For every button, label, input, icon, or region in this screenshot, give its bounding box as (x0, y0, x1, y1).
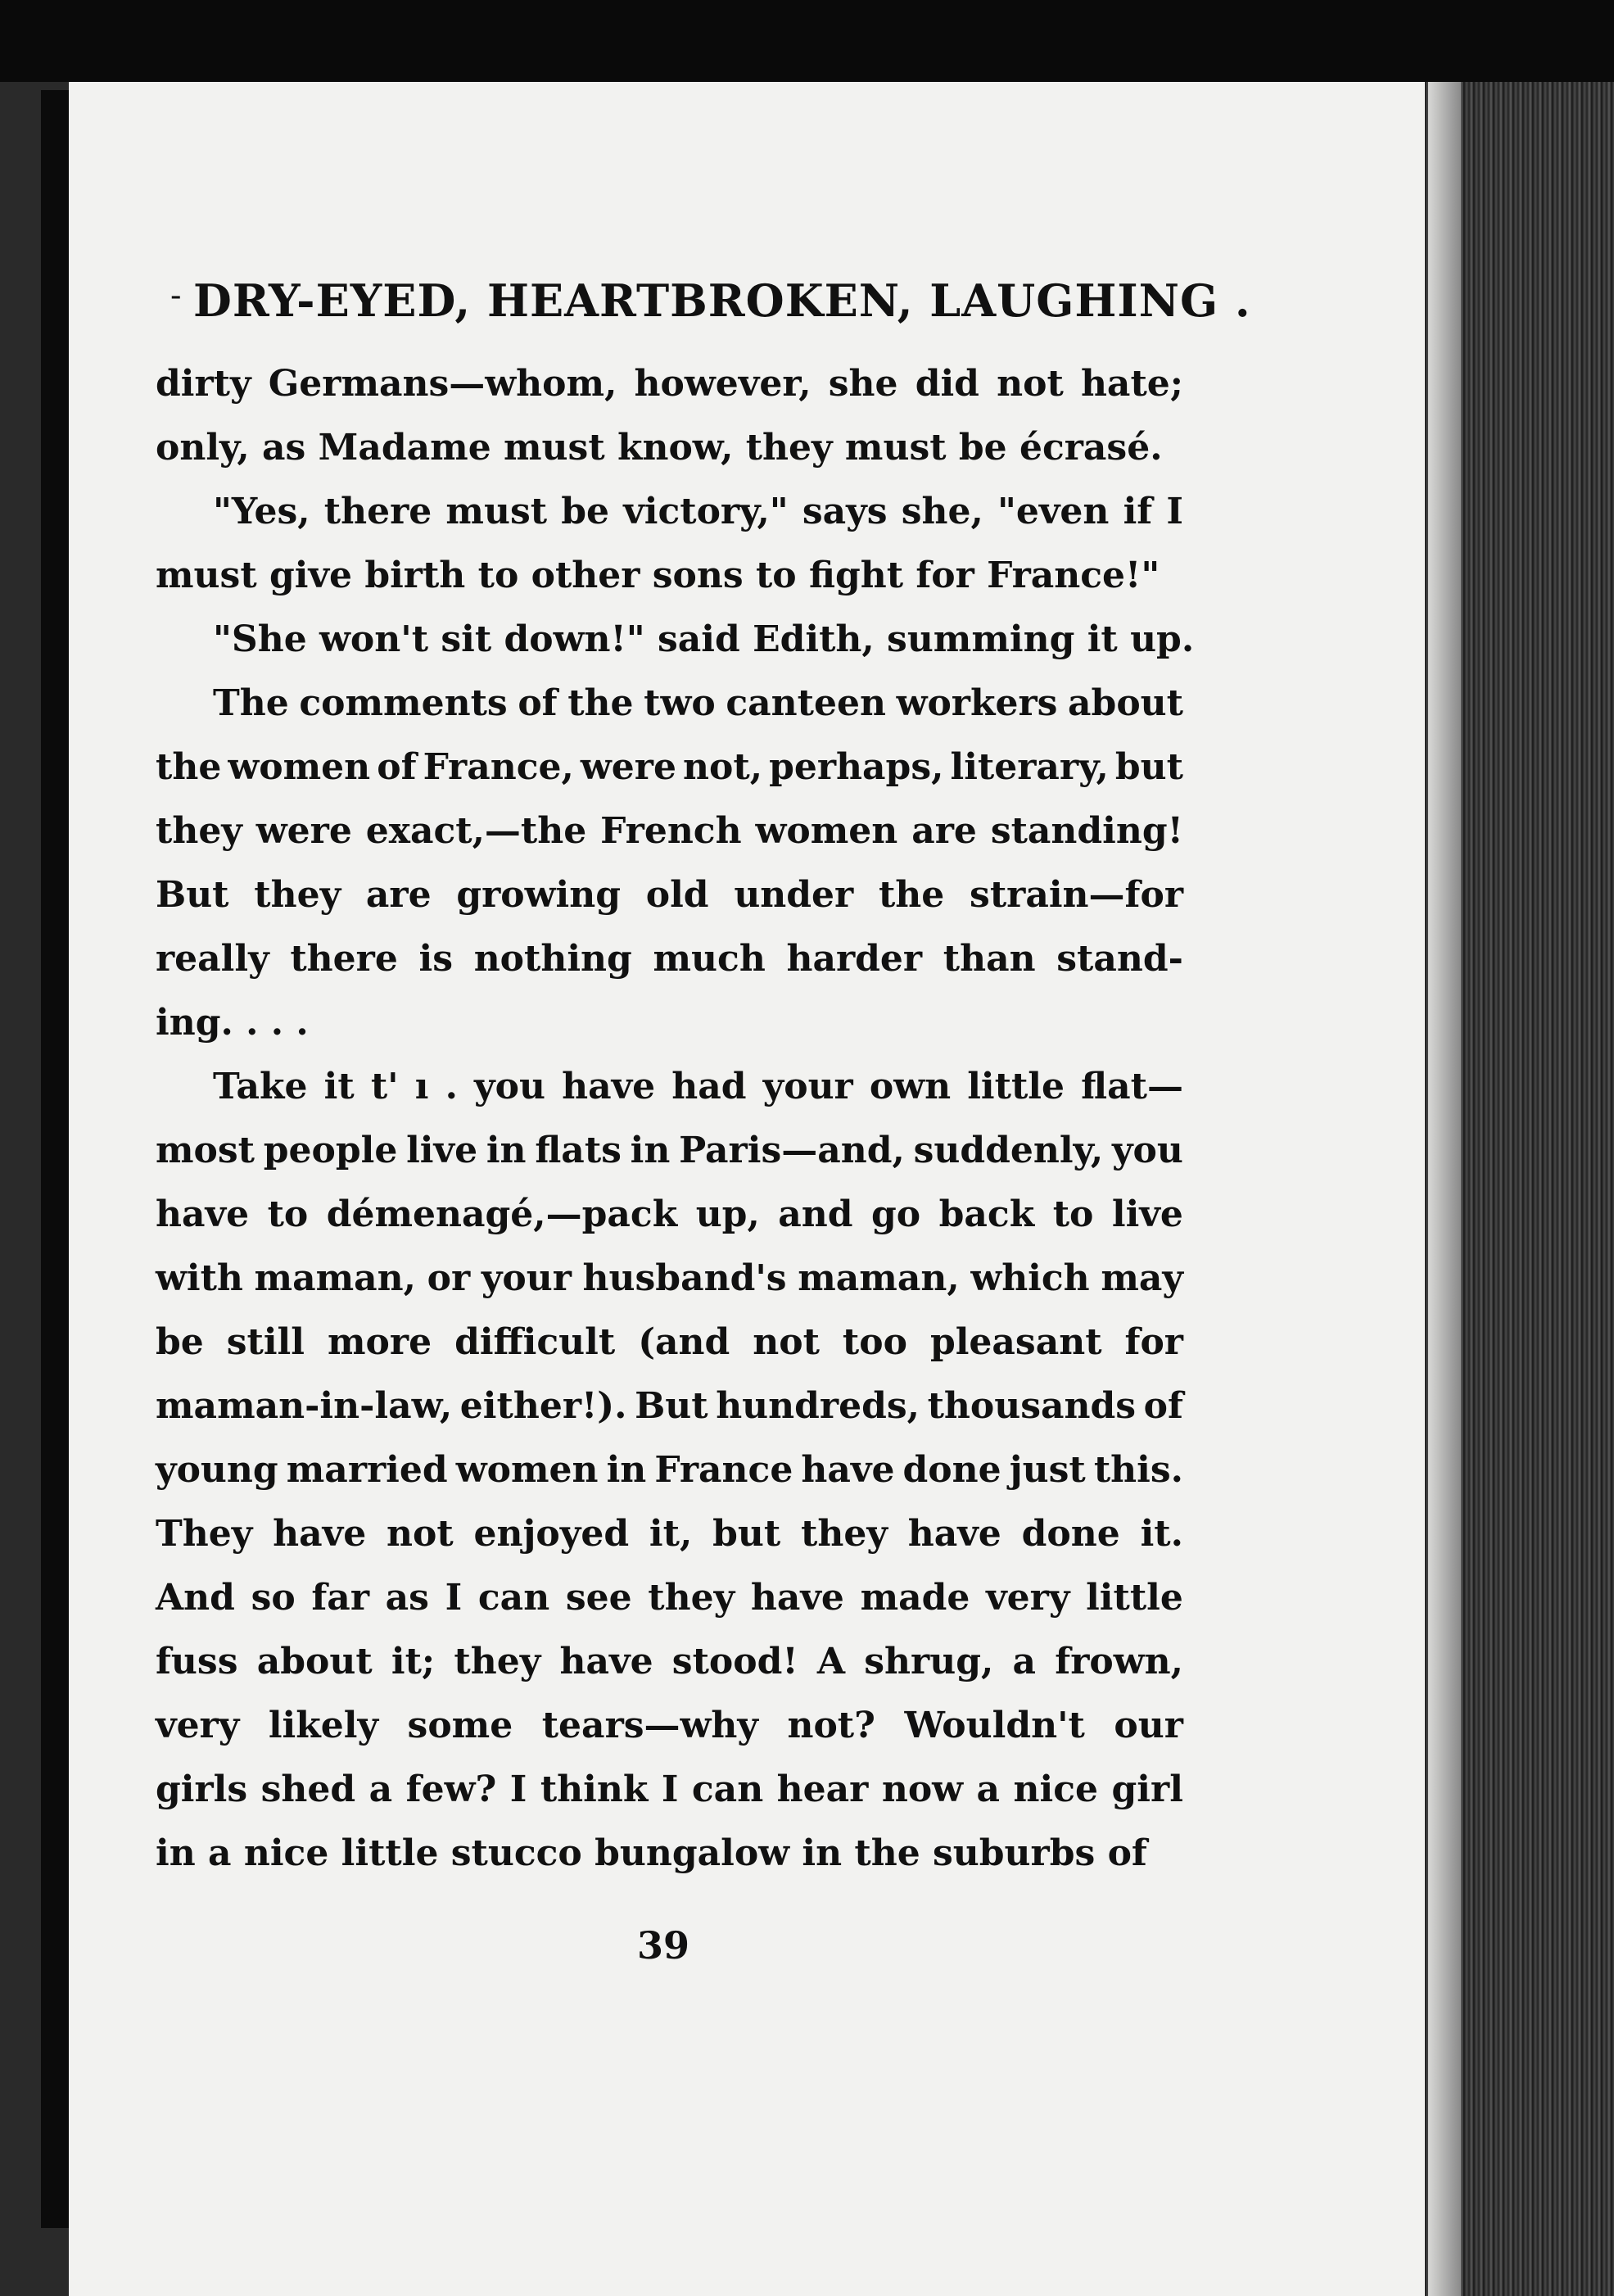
text-line: ing. . . . (156, 1002, 309, 1044)
corner-mark: - (170, 277, 182, 315)
text-line: "She won't sit down!" said Edith, summing it up. (213, 618, 1195, 660)
text-line: girls shed a few? I think I can hear now a nice girl (156, 1768, 1183, 1810)
text-line: fuss about it; they have stood! A shrug, a frown, (156, 1641, 1183, 1682)
text-line: only, as Madame must know, they must be écrasé. (156, 427, 1163, 469)
text-line: maman-in-law, either!). But hundreds, thousands of (156, 1385, 1183, 1427)
text-line: "Yes, there must be victory," says she, "even if I (213, 491, 1183, 532)
text-line: Take it t' ı . you have had your own little flat— (213, 1066, 1183, 1107)
book-binding-shadow (41, 90, 69, 2228)
text-line: The comments of the two canteen workers about (213, 682, 1183, 724)
text-line: dirty Germans—whom, however, she did not hate; (156, 363, 1183, 405)
text-line: most people live in flats in Paris—and, suddenly, you (156, 1130, 1183, 1171)
page-edge-highlight (1428, 82, 1461, 2296)
text-line: in a nice little stucco bungalow in the suburbs of (156, 1832, 1147, 1874)
paragraph (156, 480, 1183, 608)
text-line: And so far as I can see they have made very little (156, 1577, 1183, 1619)
text-line: the women of France, were not, perhaps, literary, but (156, 746, 1183, 788)
text-line: They have not enjoyed it, but they have done it. (156, 1513, 1183, 1555)
paragraph (156, 672, 1183, 1055)
text-line: with maman, or your husband's maman, which may (156, 1257, 1183, 1299)
text-line: But they are growing old under the strain—for (156, 874, 1183, 916)
text-line: must give birth to other sons to fight for France!" (156, 555, 1160, 596)
scan-top-border (0, 0, 1614, 82)
paragraph (156, 352, 1183, 480)
page-number: 39 (636, 1923, 689, 1968)
text-line: really there is nothing much harder than stand- (156, 938, 1183, 980)
running-head: DRY-EYED, HEARTBROKEN, LAUGHING . (193, 274, 1251, 327)
text-line: have to démenagé,—pack up, and go back to live (156, 1193, 1183, 1235)
paragraph (156, 608, 1195, 672)
body-text (156, 352, 1195, 1886)
text-line: be still more difficult (and not too pleasant for (156, 1321, 1183, 1363)
paragraph (156, 1055, 1183, 1886)
text-line: young married women in France have done just this. (156, 1449, 1183, 1491)
text-line: they were exact,—the French women are standing! (156, 810, 1183, 852)
text-line: very likely some tears—why not? Wouldn't our (156, 1705, 1183, 1746)
